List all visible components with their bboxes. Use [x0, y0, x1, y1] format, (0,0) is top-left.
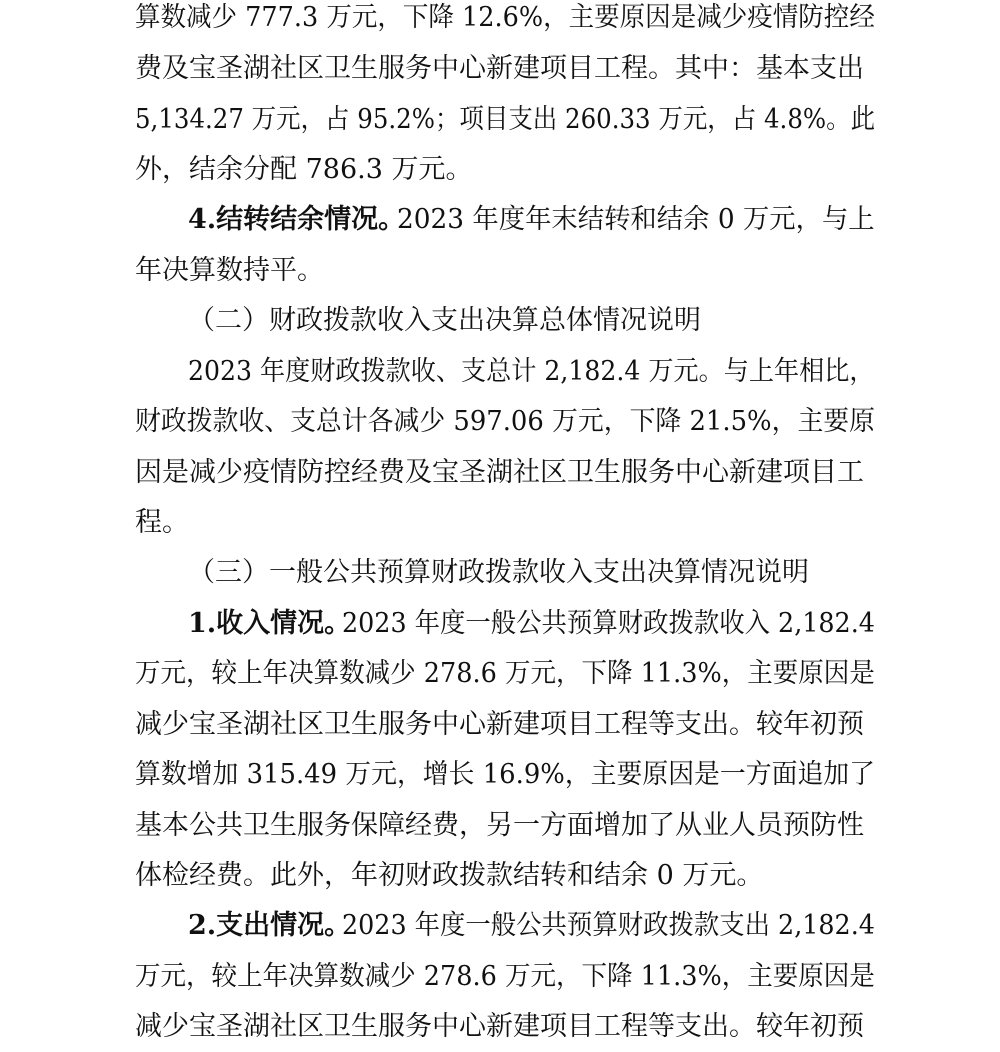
- paragraph-line: [0, 498, 1000, 548]
- line-text: 2023 年度一般公共预算财政拨款收入 2,182.4: [342, 608, 875, 639]
- line-text: 年决算数持平。: [135, 255, 324, 286]
- line-text: 5,134.27 万元，占 95.2%；项目支出 260.33 万元，占 4.8%。此: [135, 104, 876, 135]
- section-heading: [0, 548, 1000, 598]
- paragraph-line: [0, 448, 1000, 498]
- paragraph-line: [0, 750, 1000, 800]
- paragraph-line: [0, 145, 1000, 195]
- paragraph-line: [0, 599, 1000, 649]
- line-text: 财政拨款收、支总计各减少 597.06 万元，下降 21.5%，主要原: [135, 406, 875, 437]
- paragraph-line: [0, 95, 1000, 145]
- paragraph-line: [0, 801, 1000, 851]
- line-text: 体检经费。此外，年初财政拨款结转和结余 0 万元。: [135, 860, 764, 891]
- paragraph-line: [0, 700, 1000, 750]
- line-text: 基本公共卫生服务保障经费，另一方面增加了从业人员预防性: [135, 810, 864, 841]
- paragraph-line: [0, 901, 1000, 951]
- paragraph-line: [0, 1002, 1000, 1052]
- paragraph-line: [0, 195, 1000, 245]
- heading-text: （二）财政拨款收入支出决算总体情况说明: [188, 305, 701, 336]
- line-text: 费及宝圣湖社区卫生服务中心新建项目工程。其中：基本支出: [135, 53, 864, 84]
- line-text: 2023 年度年末结转和结余 0 万元，与上: [397, 204, 875, 235]
- paragraph-line: [0, 44, 1000, 94]
- heading-text: （三）一般公共预算财政拨款收入支出决算情况说明: [188, 557, 809, 588]
- paragraph-line: [0, 851, 1000, 901]
- subheading-label: 2.支出情况。: [188, 910, 352, 941]
- line-text: 减少宝圣湖社区卫生服务中心新建项目工程等支出。较年初预: [135, 1011, 864, 1042]
- section-heading: [0, 296, 1000, 346]
- line-text: 万元，较上年决算数减少 278.6 万元，下降 11.3%，主要原因是: [135, 961, 875, 992]
- paragraph-line: [0, 0, 1000, 43]
- line-text: 算数增加 315.49 万元，增长 16.9%，主要原因是一方面追加了: [135, 759, 875, 790]
- paragraph-line: [0, 246, 1000, 296]
- subheading-label: 4.结转结余情况。: [188, 204, 406, 235]
- line-text: 外，结余分配 786.3 万元。: [135, 154, 473, 185]
- line-text: 2023 年度财政拨款收、支总计 2,182.4 万元。与上年相比，: [188, 356, 875, 387]
- paragraph-line: [0, 347, 1000, 397]
- line-text: 算数减少 777.3 万元，下降 12.6%，主要原因是减少疫情防控经: [135, 2, 875, 33]
- paragraph-line: [0, 397, 1000, 447]
- paragraph-line: [0, 649, 1000, 699]
- paragraph-line: [0, 952, 1000, 1002]
- line-text: 因是减少疫情防控经费及宝圣湖社区卫生服务中心新建项目工: [135, 457, 864, 488]
- subheading-label: 1.收入情况。: [188, 608, 352, 639]
- line-text: 减少宝圣湖社区卫生服务中心新建项目工程等支出。较年初预: [135, 709, 864, 740]
- line-text: 2023 年度一般公共预算财政拨款支出 2,182.4: [342, 910, 875, 941]
- line-text: 万元，较上年决算数减少 278.6 万元，下降 11.3%，主要原因是: [135, 658, 875, 689]
- line-text: 程。: [135, 507, 189, 538]
